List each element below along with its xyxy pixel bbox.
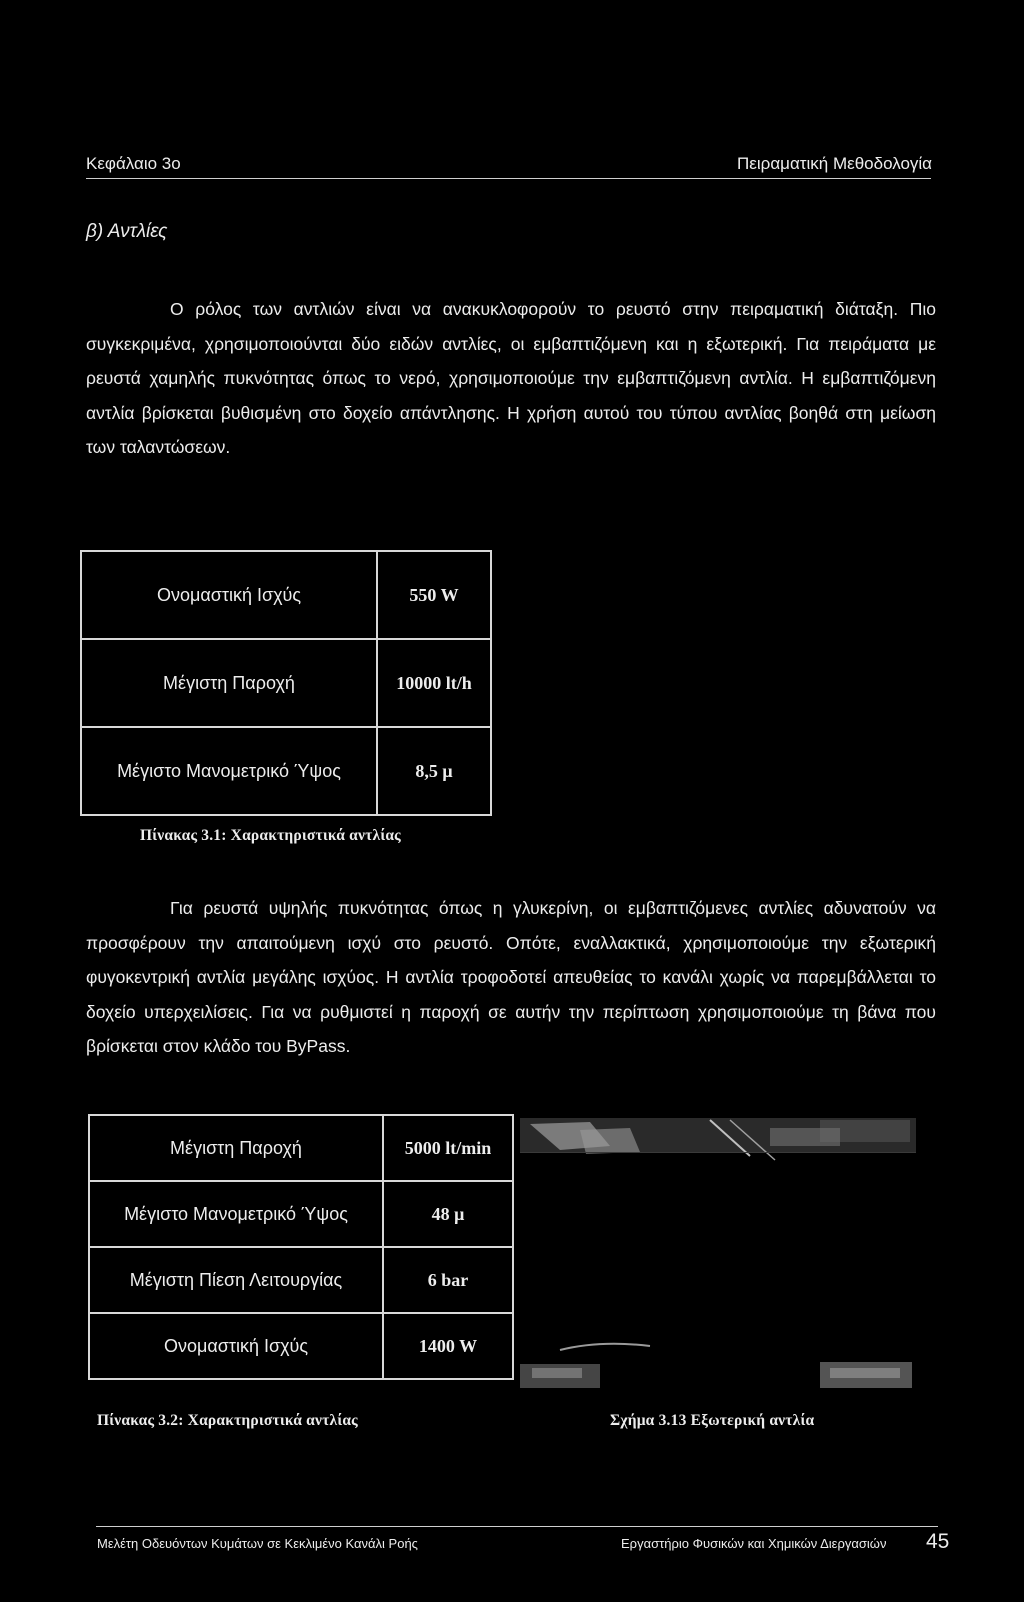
table-cell-label: Μέγιστη Παροχή: [89, 1115, 383, 1181]
table-row: [89, 1181, 513, 1247]
figure-caption: Σχήμα 3.13 Εξωτερική αντλία: [610, 1412, 815, 1429]
table-1-caption: Πίνακας 3.1: Χαρακτηριστικά αντλίας: [140, 827, 401, 844]
pump-photo-image: [520, 1116, 916, 1400]
header-chapter: Κεφάλαιο 3ο: [86, 154, 181, 173]
table-cell-value: 1400 W: [383, 1313, 513, 1379]
table-cell-value: 6 bar: [383, 1247, 513, 1313]
table-cell-value: 48 μ: [383, 1181, 513, 1247]
section-title: β) Αντλίες: [86, 221, 168, 242]
header-divider: [86, 178, 931, 179]
footer-title: Μελέτη Οδευόντων Κυμάτων σε Κεκλιμένο Κανάλι Ροής: [97, 1536, 418, 1551]
table-2-caption: Πίνακας 3.2: Χαρακτηριστικά αντλίας: [97, 1412, 358, 1429]
page-number: 45: [926, 1530, 950, 1553]
table-cell-label: Μέγιστη Παροχή: [81, 639, 377, 727]
table-row: [89, 1115, 513, 1181]
footer-lab: Εργαστήριο Φυσικών και Χημικών Διεργασιών: [621, 1536, 887, 1551]
pump-spec-table-2: [88, 1114, 514, 1380]
table-cell-label: Μέγιστη Πίεση Λειτουργίας: [89, 1247, 383, 1313]
table-row: [89, 1247, 513, 1313]
table-cell-value: 8,5 μ: [377, 727, 491, 815]
table-cell-value: 5000 lt/min: [383, 1115, 513, 1181]
table-cell-value: 550 W: [377, 551, 491, 639]
table-row: [81, 639, 491, 727]
table-row: [89, 1313, 513, 1379]
table-row: [81, 551, 491, 639]
intro-paragraph: [86, 292, 936, 465]
external-pump-photo: [520, 1116, 916, 1400]
second-paragraph: [86, 891, 936, 1064]
intro-paragraph-text: Ο ρόλος των αντλιών είναι να ανακυκλοφορούν το ρευστό στην πειραματική διάταξη. Πιο συγκεκριμένα, χρησιμοποιούνται δύο ειδών αντλίες, οι εμβαπτιζόμενη και η εξωτερική. Για πειράματα με ρευστά χαμηλής πυκνότητας όπως το νερό, χρησιμοποιούμε την εμβαπτιζόμενη αντλία. Η εμβαπτιζόμενη αντλία βρίσκεται βυθισμένη στο δοχείο απάντλησης. Η χρήση αυτού του τύπου αντλίας βοηθά στη μείωση των ταλαντώσεων.: [86, 299, 936, 457]
table-cell-label: Ονομαστική Ισχύς: [81, 551, 377, 639]
table-cell-value: 10000 lt/h: [377, 639, 491, 727]
second-paragraph-text: Για ρευστά υψηλής πυκνότητας όπως η γλυκερίνη, οι εμβαπτιζόμενες αντλίες αδυνατούν να προσφέρουν την απαιτούμενη ισχύ στο ρευστό. Οπότε, εναλλακτικά, χρησιμοποιούμε την εξωτερική φυγοκεντρική αντλία μεγάλης ισχύος. Η αντλία τροφοδοτεί απευθείας το κανάλι χωρίς να παρεμβάλλεται το δοχείο υπερχειλίσεις. Για να ρυθμιστεί η παροχή σε αυτήν την περίπτωση χρησιμοποιούμε τη βάνα που βρίσκεται στον κλάδο του ByPass.: [86, 898, 936, 1056]
pump-spec-table-1: [80, 550, 492, 816]
table-cell-label: Μέγιστο Μανομετρικό Ύψος: [81, 727, 377, 815]
header-section: Πειραματική Μεθοδολογία: [737, 154, 932, 173]
table-cell-label: Μέγιστο Μανομετρικό Ύψος: [89, 1181, 383, 1247]
table-row: [81, 727, 491, 815]
footer-divider: [96, 1526, 938, 1527]
table-cell-label: Ονομαστική Ισχύς: [89, 1313, 383, 1379]
